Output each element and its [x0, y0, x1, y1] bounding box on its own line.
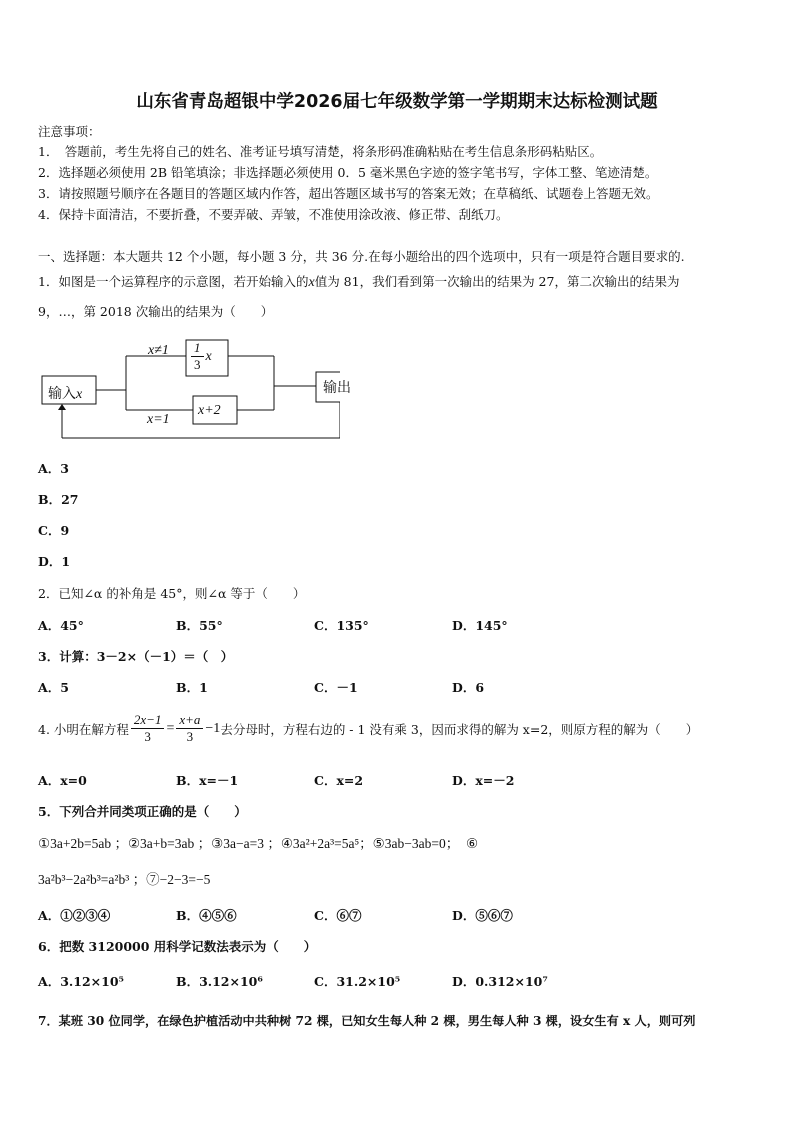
q6-option-d: D．0.312×10⁷ [452, 974, 548, 989]
q5-stem: 5．下列合并同类项正确的是（ ） [38, 804, 247, 819]
diagram-condition-top: x≠1 [148, 343, 169, 358]
q5-option-a: A．①②③④ [38, 908, 111, 923]
q1-option-b: B．27 [38, 492, 79, 507]
q4-stem: 4. 小明在解方程 $\frac{2x-1}{3}$ = $\frac{x+a}{3}$ −1 去分母时，方程右边的 - 1 没有乘 3，因而求得的解为 x=2，则原方程的解为（ ） [38, 712, 699, 744]
q1-option-c: C．9 [38, 523, 70, 538]
q2-stem: 2．已知∠α 的补角是 45°，则∠α 等于（ ） [38, 586, 306, 601]
q4-fraction-left: $\frac{2x-1}{3}$ [131, 712, 165, 745]
q6-option-b: B．3.12×10⁶ [176, 974, 263, 989]
notice-item-2: 2．选择题必须使用 2B 铅笔填涂；非选择题必须使用 0．5 毫米黑色字迹的签字笔书写，字体工整、笔迹清楚。 [38, 165, 658, 180]
q5-option-c: C．⑥⑦ [314, 908, 362, 923]
q1-option-a: A．3 [38, 461, 69, 476]
diagram-op-top: $\frac{1}{3}$ x [189, 340, 212, 373]
q2-option-b: B．55° [176, 618, 223, 633]
notice-item-4: 4．保持卡面清洁，不要折叠，不要弄破、弄皱，不准使用涂改液、修正带、刮纸刀。 [38, 207, 509, 222]
diagram-condition-bottom: x=1 [147, 412, 170, 427]
q4-option-d: D．x=－2 [452, 773, 515, 788]
q1-stem-line1: 1．如图是一个运算程序的示意图，若开始输入的x值为 81，我们看到第一次输出的结果为 27，第二次输出的结果为 [38, 274, 680, 290]
notice-heading: 注意事项： [38, 124, 101, 139]
diagram-output-label: 输出 [323, 381, 351, 396]
diagram-input-label: 输入x [48, 387, 83, 402]
diagram-op-bottom: x+2 [198, 403, 221, 418]
q7-stem: 7．某班 30 位同学，在绿色护植活动中共种树 72 棵，已知女生每人种 2 棵，男生每人种 3 棵，设女生有 x 人，则可列 [38, 1014, 696, 1028]
q3-stem: 3．计算：3－2×（－1）＝（ ） [38, 649, 234, 664]
q4-option-c: C．x=2 [314, 773, 364, 788]
q2-option-d: D．145° [452, 618, 508, 633]
q3-option-d: D．6 [452, 680, 485, 695]
q3-option-c: C．－1 [314, 680, 358, 695]
q5-option-b: B．④⑤⑥ [176, 908, 237, 923]
q6-option-a: A．3.12×10⁵ [38, 974, 124, 989]
q2-option-a: A．45° [38, 618, 84, 633]
q3-option-b: B．1 [176, 680, 208, 695]
q5-expressions-line2: 3a²b³−2a²b³=a²b³ ；⑦−2−3=−5 [38, 872, 211, 887]
q1-stem-line2: 9，…，第 2018 次输出的结果为（ ） [38, 304, 274, 319]
q4-option-b: B．x=－1 [176, 773, 239, 788]
q2-option-c: C．135° [314, 618, 369, 633]
q6-stem: 6．把数 3120000 用科学记数法表示为（ ） [38, 939, 317, 954]
q1-option-d: D．1 [38, 554, 71, 569]
q5-option-d: D．⑤⑥⑦ [452, 908, 513, 923]
q4-fraction-right: $\frac{x+a}{3}$ [176, 712, 203, 745]
q4-option-a: A．x=0 [38, 773, 87, 788]
q5-expressions-line1: ①3a+2b=5ab ；②3a+b=3ab ；③3a−a=3 ；④3a²+2a³=5a⁵；⑤3ab−3ab=0； ⑥ [38, 836, 479, 851]
q3-option-a: A．5 [38, 680, 69, 695]
section-heading: 一、选择题：本大题共 12 个小题，每小题 3 分，共 36 分.在每小题给出的四个选项中，只有一项是符合题目要求的. [38, 249, 685, 264]
q6-option-c: C．31.2×10⁵ [314, 974, 401, 989]
notice-item-1: 1． 答题前，考生先将自己的姓名、准考证号填写清楚，将条形码准确粘贴在考生信息条形码粘贴区。 [38, 144, 603, 159]
page-title: 山东省青岛超银中学2026届七年级数学第一学期期末达标检测试题 [136, 92, 658, 112]
notice-item-3: 3．请按照题号顺序在各题目的答题区域内作答，超出答题区域书写的答案无效；在草稿纸、试题卷上答题无效。 [38, 186, 659, 201]
